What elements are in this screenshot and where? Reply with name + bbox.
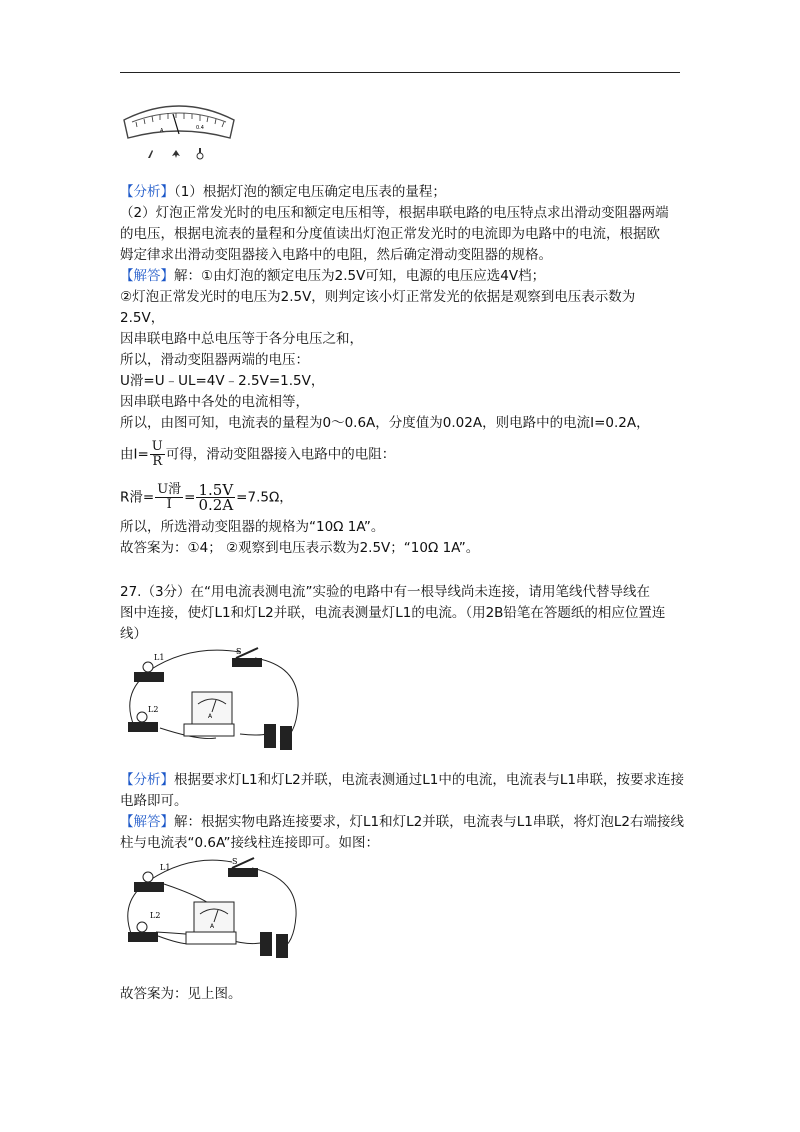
solution2-line-1 — [120, 812, 684, 832]
switch-s-label: S — [236, 647, 242, 656]
circuit-figure-answer — [120, 856, 310, 966]
solution-tag: 【解答】 — [120, 268, 174, 284]
fraction-u-over-r — [150, 440, 165, 469]
question-27-line-2: 图中连接，使灯L1和灯L2并联，电流表测量灯L1的电流。（用2B铅笔在答题纸的相应位置连 — [120, 605, 666, 621]
analysis-text: （1）根据灯泡的额定电压确定电压表的量程； — [174, 184, 446, 200]
solution-line-4: 因串联电路中总电压等于各分电压之和， — [120, 331, 363, 347]
fraction-values — [196, 483, 235, 512]
resistance-calc-line — [120, 483, 293, 512]
solution-line-1 — [120, 266, 545, 286]
analysis-line-4: 姆定律求出滑动变阻器接入电路中的电阻，然后确定滑动变阻器的规格。 — [120, 247, 552, 263]
fraction-denominator: I — [166, 497, 172, 512]
answer2-line: 故答案为：见上图。 — [120, 986, 242, 1002]
solution-tag: 【解答】 — [120, 814, 174, 830]
meter-range-label: 0.4 — [196, 125, 204, 131]
solution-line-11: 所以，所选滑动变阻器的规格为“10Ω 1A”。 — [120, 519, 385, 535]
circuit-figure-question — [120, 646, 325, 758]
solution-text: 解：根据实物电路连接要求，灯L1和灯L2并联，电流表与L1串联，将灯泡L2右端接线 — [174, 814, 684, 830]
formula-suffix: 可得，滑动变阻器接入电路中的电阻： — [165, 446, 396, 463]
ammeter-a-label: A — [210, 923, 215, 930]
analysis2-line-2: 电路即可。 — [120, 793, 188, 809]
analysis-line-2: （2）灯泡正常发光时的电压和额定电压相等，根据串联电路的电压特点求出滑动变阻器两端 — [120, 205, 669, 221]
answer-line-1: 故答案为：①4； ②观察到电压表示数为2.5V；“10Ω 1A”。 — [120, 540, 480, 556]
solution-line-7: 因串联电路中各处的电流相等， — [120, 394, 309, 410]
formula-prefix: 由I= — [120, 446, 149, 463]
lamp-l2-label: L2 — [148, 705, 159, 714]
fraction-numerator: U滑 — [157, 482, 182, 497]
switch-s-label: S — [232, 857, 238, 866]
solution-line-5: 所以，滑动变阻器两端的电压： — [120, 352, 309, 368]
resistance-prefix: R滑= — [120, 489, 155, 506]
fraction-denominator: R — [152, 454, 163, 469]
fraction-u-over-i — [155, 483, 183, 512]
analysis-tag: 【分析】 — [120, 772, 174, 788]
analysis-line-1 — [120, 182, 446, 202]
solution-line-6: U滑=U﹣UL=4V﹣2.5V=1.5V， — [120, 373, 325, 389]
solution-line-2: ②灯泡正常发光时的电压为2.5V，则判定该小灯正常发光的依据是观察到电压表示数为 — [120, 289, 636, 305]
solution-text: 解：①由灯泡的额定电压为2.5V可知，电源的电压应选4V档； — [174, 268, 546, 284]
ohms-law-line — [120, 440, 395, 469]
solution-line-3: 2.5V， — [120, 310, 165, 326]
equals-sign: = — [184, 489, 196, 506]
resistance-result: =7.5Ω， — [236, 489, 293, 506]
fraction-numerator: 1.5V — [198, 481, 234, 499]
header-rule — [120, 72, 680, 73]
fraction-numerator: U — [151, 439, 163, 454]
meter-unit-label: A — [160, 128, 164, 134]
ammeter-figure — [120, 98, 238, 170]
analysis-tag: 【分析】 — [120, 184, 174, 200]
analysis2-line-1 — [120, 770, 684, 790]
lamp-l1-label: L1 — [154, 653, 165, 662]
fraction-denominator: 0.2A — [198, 496, 234, 514]
analysis-text: 根据要求灯L1和灯L2并联，电流表测通过L1中的电流，电流表与L1串联，按要求连接 — [174, 772, 684, 788]
solution-line-8: 所以，由图可知，电流表的量程为0～0.6A，分度值为0.02A，则电路中的电流I=0.2A， — [120, 415, 650, 431]
solution2-line-2: 柱与电流表“0.6A”接线柱连接即可。如图： — [120, 835, 380, 851]
question-27-line-3: 线） — [120, 626, 147, 642]
lamp-l2-label: L2 — [150, 911, 161, 920]
question-27-line-1: 27.（3分）在“用电流表测电流”实验的电路中有一根导线尚未连接，请用笔线代替导线在 — [120, 584, 651, 600]
ammeter-a-label: A — [208, 713, 213, 720]
lamp-l1-label: L1 — [160, 863, 171, 872]
analysis-line-3: 的电压，根据电流表的量程和分度值读出灯泡正常发光时的电流即为电路中的电流，根据欧 — [120, 226, 660, 242]
